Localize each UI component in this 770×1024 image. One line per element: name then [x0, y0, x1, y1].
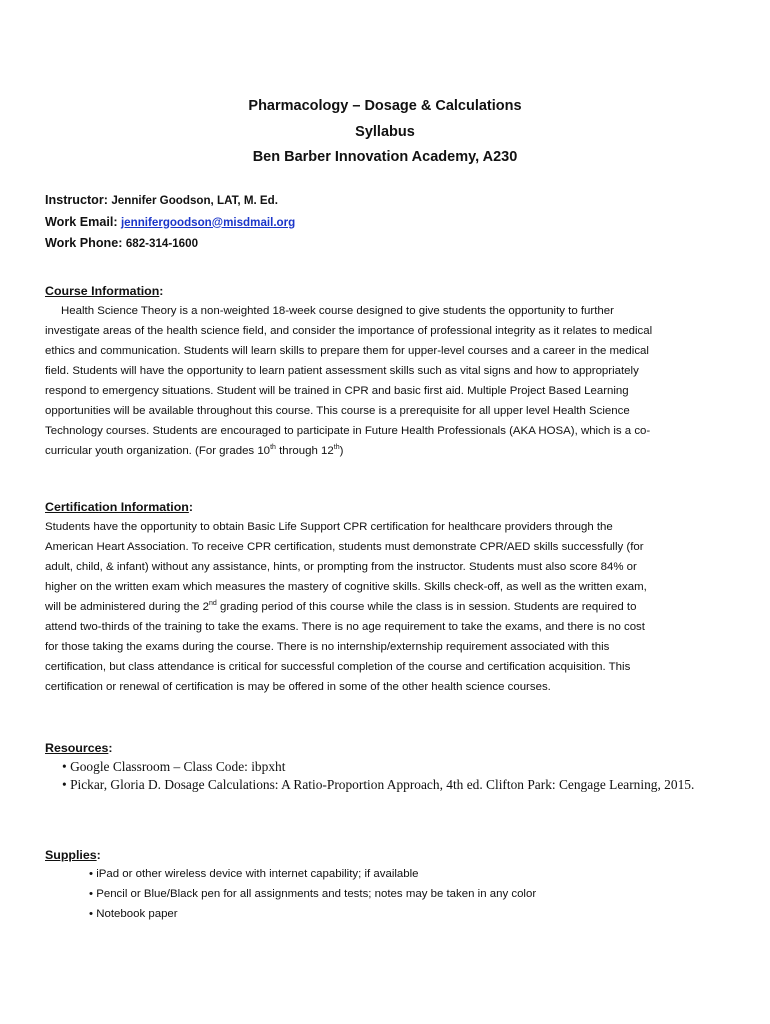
course-info-line: respond to emergency situations. Student will be trained in CPR and basic first aid. Multiple Project Based Learning	[45, 385, 629, 397]
document-title: Pharmacology – Dosage & Calculations	[248, 98, 522, 114]
contact-info	[45, 190, 735, 255]
phone-number: 682-314-1600	[125, 237, 199, 250]
supplies-heading	[45, 845, 101, 865]
course-info-heading-text: Course Information	[45, 284, 160, 298]
ordinal-suffix: th	[270, 444, 276, 451]
course-info-heading	[45, 281, 163, 301]
course-info-line: opportunities will be available throughout this course. This course is a prerequisite for all upper level Health Science	[45, 405, 630, 417]
certification-line: American Heart Association. To receive CPR certification, students must demonstrate CPR/AED skills successfully (for	[45, 541, 644, 553]
list-item	[89, 904, 536, 924]
phone-label: Work Phone:	[45, 236, 123, 250]
instructor-label: Instructor:	[45, 193, 108, 207]
certification-line: for those taking the exams during the course. There is no internship/externship requirement associated with this	[45, 641, 610, 653]
certification-heading-text: Certification Information	[45, 500, 189, 514]
bullet-icon: •	[89, 888, 94, 900]
list-item	[89, 864, 536, 884]
document-header	[0, 94, 770, 171]
bullet-icon: •	[89, 868, 94, 880]
course-info-colon: :	[159, 284, 164, 298]
certification-line: attend two-thirds of the training to take the exams. There is no age requirement to take the exams, and there is no cost	[45, 621, 645, 633]
supply-item-text: iPad or other wireless device with internet capability; if available	[96, 868, 419, 880]
supply-item-text: Notebook paper	[96, 908, 178, 920]
ordinal-suffix: th	[333, 444, 340, 451]
school-name: Ben Barber Innovation Academy, A230	[252, 149, 518, 165]
email-row	[45, 212, 735, 234]
bullet-icon: •	[62, 777, 67, 792]
certification-sup-line-start: will be administered during the 2	[45, 601, 210, 613]
certification-colon: :	[188, 500, 194, 514]
course-info-line: investigate areas of the health science field, and consider the importance of professional integrity as it relates to medical	[45, 325, 653, 337]
certification-line: adult, child, & infant) without any assistance, hints, or prompting from the instructor. Students must also score 84% or	[45, 561, 637, 573]
supply-item-text: Pencil or Blue/Black pen for all assignments and tests; notes may be taken in any color	[96, 888, 537, 900]
list-item	[62, 758, 694, 776]
document-subtitle: Syllabus	[355, 123, 415, 140]
resource-item-text: Google Classroom – Class Code: ibpxht	[70, 759, 286, 774]
course-info-last-mid: through 12	[275, 445, 334, 457]
resource-item-text: Pickar, Gloria D. Dosage Calculations: A Ratio-Proportion Approach, 4th ed. Clifton Park: Cengage Learning, 2015.	[70, 777, 695, 792]
course-info-paragraph	[45, 301, 735, 461]
certification-heading	[45, 497, 193, 517]
supplies-heading-text: Supplies	[45, 848, 97, 862]
course-info-last-start: curricular youth organization. (For grades 10	[45, 445, 271, 457]
resources-heading	[45, 738, 113, 758]
certification-paragraph	[45, 517, 735, 697]
certification-line: certification, but class attendance is critical for successful completion of the course and certification acquisition. This	[45, 661, 631, 673]
course-info-line: Technology courses. Students are encouraged to participate in Future Health Professionals (AKA HOSA), which is a co-	[45, 425, 651, 437]
supplies-colon: :	[96, 848, 101, 862]
email-label: Work Email:	[45, 214, 118, 229]
course-info-last-end: )	[339, 445, 344, 457]
certification-line: certification or renewal of certification is may be offered in some of the other health science courses.	[45, 681, 551, 693]
ordinal-suffix: nd	[209, 600, 217, 607]
supplies-list	[89, 864, 536, 924]
certification-sup-line-end: grading period of this course while the class is in session. Students are required to	[216, 601, 637, 613]
course-info-last-line	[45, 441, 735, 461]
course-info-line: ethics and communication. Students will learn skills to prepare them for upper-level courses and a career in the medical	[45, 345, 649, 357]
phone-row	[45, 233, 735, 255]
certification-line: higher on the written exam which measures the mastery of cognitive skills. Skills check-off, as well as the written exam,	[45, 581, 647, 593]
email-link[interactable]: jennifergoodson@misdmail.org	[120, 215, 296, 229]
resources-heading-text: Resources	[45, 741, 109, 755]
resources-colon: :	[108, 741, 113, 755]
resources-list	[62, 758, 694, 794]
bullet-icon: •	[89, 908, 94, 920]
certification-line: Students have the opportunity to obtain Basic Life Support CPR certification for healthcare providers through the	[45, 521, 613, 533]
instructor-row	[45, 190, 735, 212]
course-info-line: Health Science Theory is a non-weighted 18-week course designed to give students the opportunity to further	[61, 305, 614, 317]
course-info-line: field. Students will have the opportunity to learn patient assessment skills such as vital signs and how to appropriately	[45, 365, 639, 377]
instructor-name: Jennifer Goodson, LAT, M. Ed.	[111, 194, 278, 207]
certification-sup-line	[45, 597, 735, 617]
bullet-icon: •	[62, 759, 67, 774]
list-item	[62, 776, 694, 794]
list-item	[89, 884, 536, 904]
